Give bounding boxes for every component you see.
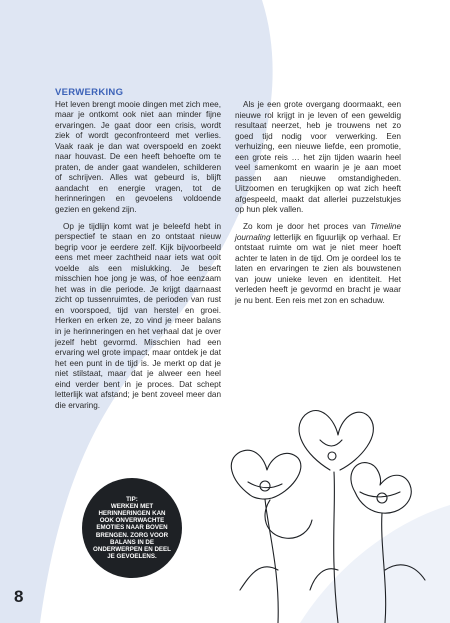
tip-text [93,496,171,561]
line-art-poppy-flowers [210,400,450,623]
tip-label: TIP: [126,495,138,503]
left-column [55,88,221,417]
tip-circle [82,478,182,578]
emphasis-text: Timeline journaling [235,222,401,242]
section-heading: VERWERKING [55,87,124,98]
paragraph: Op je tijdlijn komt wat je beleefd hebt in perspectief te staan en zo ontstaat nieuw begrip voor je eerdere zelf. Kijk bijvoorbeeld eens met meer zachtheid naar iets wat ooit voelde als een mislukking. Je beseft misschien hoe jong je was, of hoe eenzaam het was in die periode. Je krijgt daarnaast zicht op tussenruimtes, de perioden van rust en voorspoed, tijd van herstel en groei. Herken en erken ze, zo vind je meer balans in je herinneringen en het verhaal dat je over jezelf hebt gevormd. Misschien had een ervaring wel grote impact, maar ontdek je dat het een punt in de tijd is. Je merkt op dat je niet stilstaat, maar dat je alweer een heel eind verder bent in je proces. Dat schept letterlijk wat afstand; je bent zoveel meer dan die ervaring. [55,221,221,410]
tip-body: WERKEN MET HERINNERINGEN KAN OOK ONVERWACHTE EMOTIES NAAR BOVEN BRENGEN. ZORG VOOR BALANS IN DE ONDERWERPEN EN DEEL JE GEVOELENS. [93,502,171,561]
paragraph-text: Zo kom je door het proces van [243,222,371,232]
paragraph [235,222,401,306]
page-number: 8 [14,587,24,606]
paragraph: Als je een grote overgang doormaakt, een nieuwe rol krijgt in je leven of een geweldig resultaat neerzet, heb je trouwens net zo goed tijd nodig voor verwerking. Een verhuizing, een nieuwe liefde, een promotie, een grote reis … het zijn tijden waarin heel veel samenkomt en waarin je je aan moet passen aan nieuwe omstandigheden. Uitzoomen en terugkijken op wat zich heeft afgespeeld, maakt dat allerlei puzzelstukjes op hun plek vallen. [235,100,401,215]
paragraph-text: letterlijk en figuurlijk op verhaal. Er ontstaat ruimte om wat je niet meer hoeft achter te laten in de tijd. Om je oordeel los te laten en ervaringen te zien als bouwstenen van jouw unieke leven en identiteit. Het verleden heeft je gevormd en bracht je waar je nu bent. Een reis met zon en schaduw. [235,232,401,305]
right-column [235,100,401,312]
paragraph: Het leven brengt mooie dingen met zich mee, maar je ontkomt ook niet aan minder fijne ervaringen. Je gaat door een crisis, wordt ziek of wordt geconfronteerd met verlies. Vaak raak je dan wat overspoeld en zoekt naar houvast. De een heeft behoefte om te praten, de ander gaat wandelen, schilderen of schrijven. Alles wat gebeurd is, blijft aandacht en energie vragen, tot de herinneringen en gevoelens voldoende gezien en gekend zijn. [55,99,221,215]
